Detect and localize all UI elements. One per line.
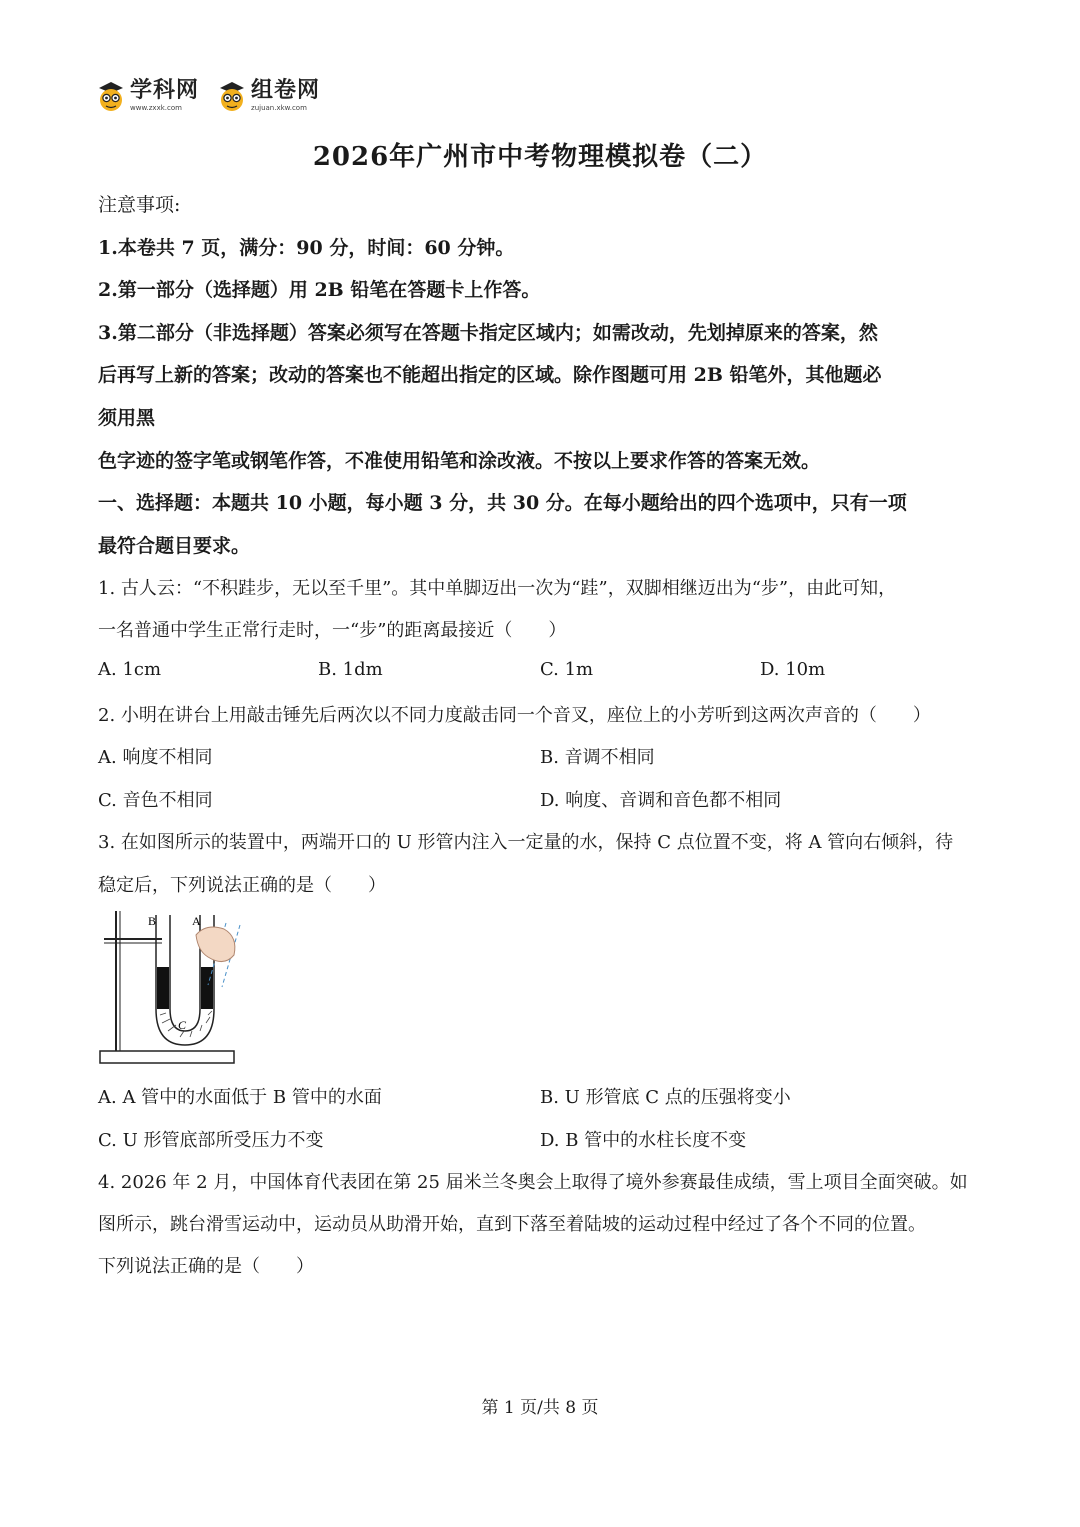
owl-icon	[217, 80, 247, 112]
label-b: B	[148, 914, 157, 928]
logo-url: www.zxxk.com	[130, 104, 182, 112]
question-1-option-d: D. 10m	[760, 659, 826, 680]
notice-item-3-line-2: 后再写上新的答案；改动的答案也不能超出指定的区域。除作图题可用 2B 铅笔外，其他题必	[98, 364, 882, 386]
section-heading-line-1: 一、选择题：本题共 10 小题，每小题 3 分，共 30 分。在每小题给出的四个选项中，只有一项	[98, 492, 907, 514]
question-4-line-3: 下列说法正确的是（ ）	[98, 1256, 314, 1277]
logo-xuekewang	[96, 80, 199, 112]
stand-base	[100, 1051, 234, 1063]
question-3-option-a: A. A 管中的水面低于 B 管中的水面	[98, 1087, 382, 1108]
question-4-line-2: 图所示，跳台滑雪运动中，运动员从助滑开始，直到下落至着陆坡的运动过程中经过了各个不同的位置。	[98, 1214, 926, 1235]
label-c: C	[178, 1018, 187, 1032]
exam-title: 2026年广州市中考物理模拟卷（二）	[312, 142, 768, 172]
notice-item-3-line-4: 色字迹的签字笔或钢笔作答，不准使用铅笔和涂改液。不按以上要求作答的答案无效。	[98, 450, 821, 472]
notice-item-2: 2.第一部分（选择题）用 2B 铅笔在答题卡上作答。	[98, 279, 541, 301]
water-column-b	[157, 967, 169, 1009]
page-number: 第 1 页/共 8 页	[481, 1398, 599, 1418]
u-tube-figure	[96, 905, 256, 1070]
logo-name: 组卷网	[251, 78, 321, 103]
question-1-option-b: B. 1dm	[318, 659, 383, 680]
question-2-option-d: D. 响度、音调和音色都不相同	[540, 790, 782, 811]
question-3-line-1: 3. 在如图所示的装置中，两端开口的 U 形管内注入一定量的水，保持 C 点位置不变，将 A 管向右倾斜，待	[98, 832, 954, 853]
header-logos	[96, 80, 320, 112]
question-2-option-b: B. 音调不相同	[540, 747, 655, 768]
question-2-option-a: A. 响度不相同	[98, 747, 213, 768]
logo-zujuanwang	[217, 80, 320, 112]
question-2-line-1: 2. 小明在讲台上用敲击锤先后两次以不同力度敲击同一个音叉，座位上的小芳听到这两次声音的（ ）	[98, 705, 931, 726]
question-2-option-c: C. 音色不相同	[98, 790, 213, 811]
notice-item-3-line-1: 3.第二部分（非选择题）答案必须写在答题卡指定区域内；如需改动，先划掉原来的答案，然	[98, 322, 878, 344]
question-4-line-1: 4. 2026 年 2 月，中国体育代表团在第 25 届米兰冬奥会上取得了境外参赛最佳成绩，雪上项目全面突破。如	[98, 1172, 968, 1193]
hand-icon	[196, 927, 235, 962]
question-3-option-b: B. U 形管底 C 点的压强将变小	[540, 1087, 791, 1108]
notice-item-3-line-3: 须用黑	[98, 407, 156, 429]
question-3-line-2: 稳定后，下列说法正确的是（ ）	[98, 875, 386, 896]
question-1-line-2: 一名普通中学生正常行走时，一“步”的距离最接近（ ）	[98, 620, 567, 641]
question-3-option-d: D. B 管中的水柱长度不变	[540, 1130, 747, 1151]
notice-item-1: 1.本卷共 7 页，满分：90 分，时间：60 分钟。	[98, 237, 515, 259]
question-1-line-1: 1. 古人云：“不积跬步，无以至千里”。其中单脚迈出一次为“跬”，双脚相继迈出为“步”，由此可知，	[98, 578, 897, 599]
logo-url: zujuan.xkw.com	[251, 104, 307, 112]
owl-icon	[96, 80, 126, 112]
section-heading-line-2: 最符合题目要求。	[98, 535, 251, 557]
question-3-option-c: C. U 形管底部所受压力不变	[98, 1130, 324, 1151]
question-1-option-a: A. 1cm	[98, 659, 162, 680]
logo-name: 学科网	[130, 78, 200, 103]
notice-heading: 注意事项:	[98, 194, 181, 216]
label-a: A	[192, 914, 201, 928]
question-1-option-c: C. 1m	[540, 659, 594, 680]
